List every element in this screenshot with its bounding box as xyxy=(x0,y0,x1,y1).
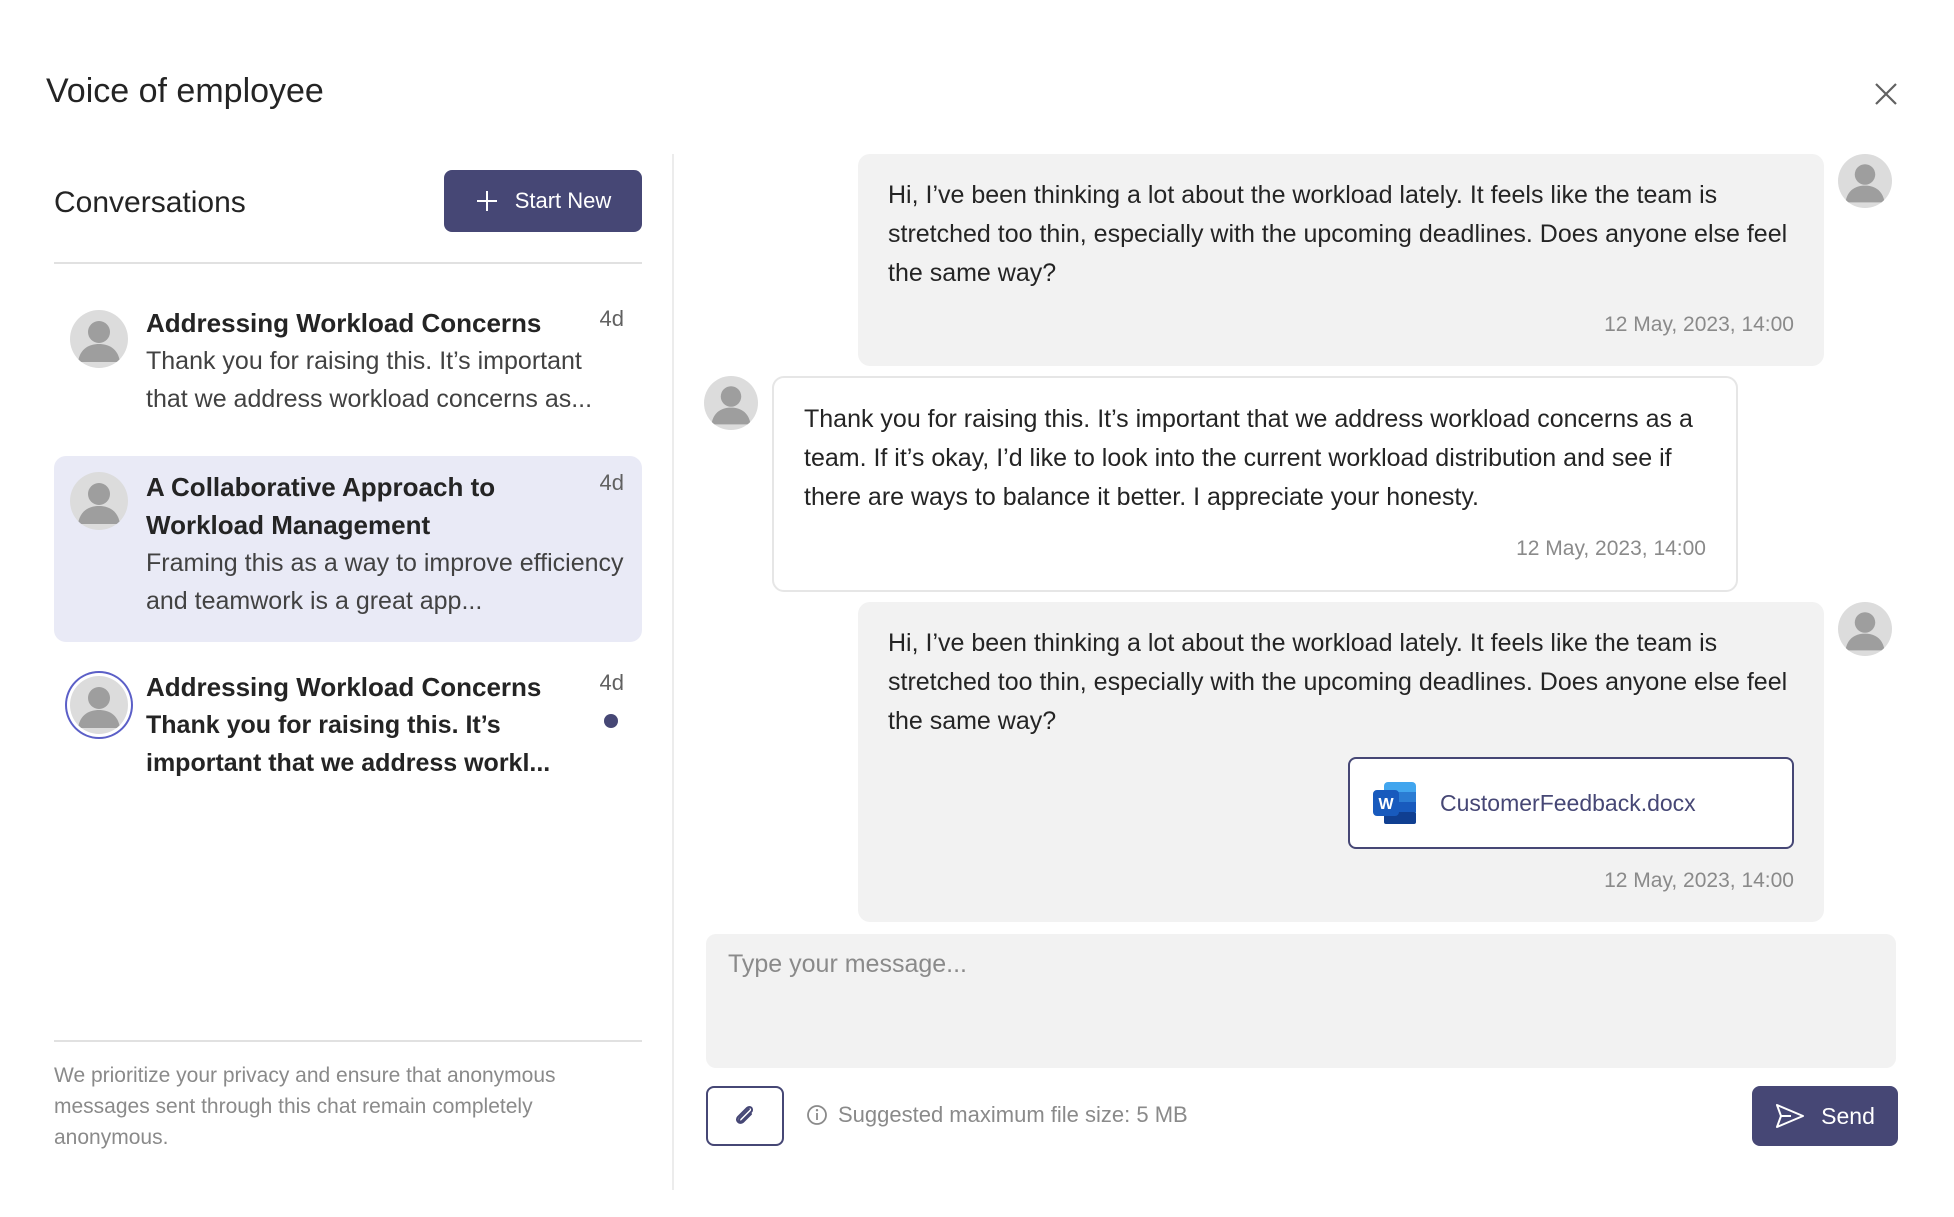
message-input[interactable] xyxy=(728,950,1874,1052)
conversation-preview: Thank you for raising this. It’s important that we address workload concerns as... xyxy=(146,347,593,413)
close-button[interactable] xyxy=(1866,74,1906,114)
message-bubble xyxy=(858,154,1824,366)
file-size-hint-text: Suggested maximum file size: 5 MB xyxy=(838,1102,1188,1127)
conversation-preview: Framing this as a way to improve efficiency and teamwork is a great app... xyxy=(146,549,624,615)
avatar xyxy=(1838,154,1892,208)
svg-text:W: W xyxy=(1378,796,1394,813)
message-text: Hi, I’ve been thinking a lot about the workload lately. It feels like the team is stretched too thin, especially with the upcoming deadlines. Does anyone else feel the same way? xyxy=(888,181,1788,287)
message-text: Hi, I’ve been thinking a lot about the workload lately. It feels like the team is stretched too thin, especially with the upcoming deadlines. Does anyone else feel the same way? xyxy=(888,629,1788,735)
file-attachment[interactable] xyxy=(1348,757,1794,849)
message-bubble xyxy=(858,602,1824,922)
person-icon xyxy=(1838,602,1892,656)
file-name: CustomerFeedback.docx xyxy=(1440,789,1696,816)
send-button[interactable] xyxy=(1752,1086,1898,1146)
file-size-hint xyxy=(806,1102,1188,1128)
page-title: Voice of employee xyxy=(46,72,324,110)
message-timestamp: 12 May, 2023, 14:00 xyxy=(1604,313,1794,336)
info-icon xyxy=(806,1104,828,1126)
conversation-time: 4d xyxy=(599,306,624,331)
pane-divider xyxy=(672,154,674,1190)
privacy-note: We prioritize your privacy and ensure that anonymous messages sent through this chat remain completely anonymous. xyxy=(54,1064,556,1149)
paperclip-icon xyxy=(731,1102,759,1130)
send-icon xyxy=(1775,1103,1805,1129)
conversation-time: 4d xyxy=(599,670,624,695)
person-icon xyxy=(70,472,128,530)
avatar xyxy=(1838,602,1892,656)
conversation-item[interactable] xyxy=(54,292,642,442)
person-icon xyxy=(70,310,128,368)
send-label: Send xyxy=(1821,1102,1875,1129)
avatar xyxy=(70,472,128,530)
conversation-preview: Thank you for raising this. It’s important that we address workl... xyxy=(146,711,551,777)
message-text: Thank you for raising this. It’s important that we address workload concerns as a team. If it’s okay, I’d like to look into the current workload distribution and see if there are ways to balance it better. I appreciate your honesty. xyxy=(804,405,1693,511)
person-icon xyxy=(704,376,758,430)
conversation-title: Addressing Workload Concerns xyxy=(146,672,542,702)
start-new-button[interactable] xyxy=(444,170,642,232)
divider xyxy=(54,1040,642,1042)
start-new-label: Start New xyxy=(514,188,612,213)
word-doc-icon xyxy=(1370,778,1420,828)
conversation-title: A Collaborative Approach to Workload Management xyxy=(146,472,496,540)
plus-icon xyxy=(475,189,499,213)
avatar xyxy=(70,310,128,368)
conversations-title: Conversations xyxy=(54,186,246,219)
unread-indicator xyxy=(604,714,618,728)
message-bubble xyxy=(772,376,1738,592)
conversation-item-unread[interactable] xyxy=(54,656,642,806)
person-icon xyxy=(70,676,128,734)
message-timestamp: 12 May, 2023, 14:00 xyxy=(1516,537,1706,560)
message-composer xyxy=(706,934,1896,1068)
attach-button[interactable] xyxy=(706,1086,784,1146)
conversations-pane xyxy=(54,154,644,1154)
close-icon xyxy=(1873,81,1899,107)
conversation-item-selected[interactable] xyxy=(54,456,642,642)
person-icon xyxy=(1838,154,1892,208)
avatar xyxy=(70,676,128,734)
conversation-time: 4d xyxy=(599,470,624,495)
avatar xyxy=(704,376,758,430)
conversation-title: Addressing Workload Concerns xyxy=(146,308,542,338)
message-timestamp: 12 May, 2023, 14:00 xyxy=(1604,869,1794,892)
divider xyxy=(54,262,642,264)
